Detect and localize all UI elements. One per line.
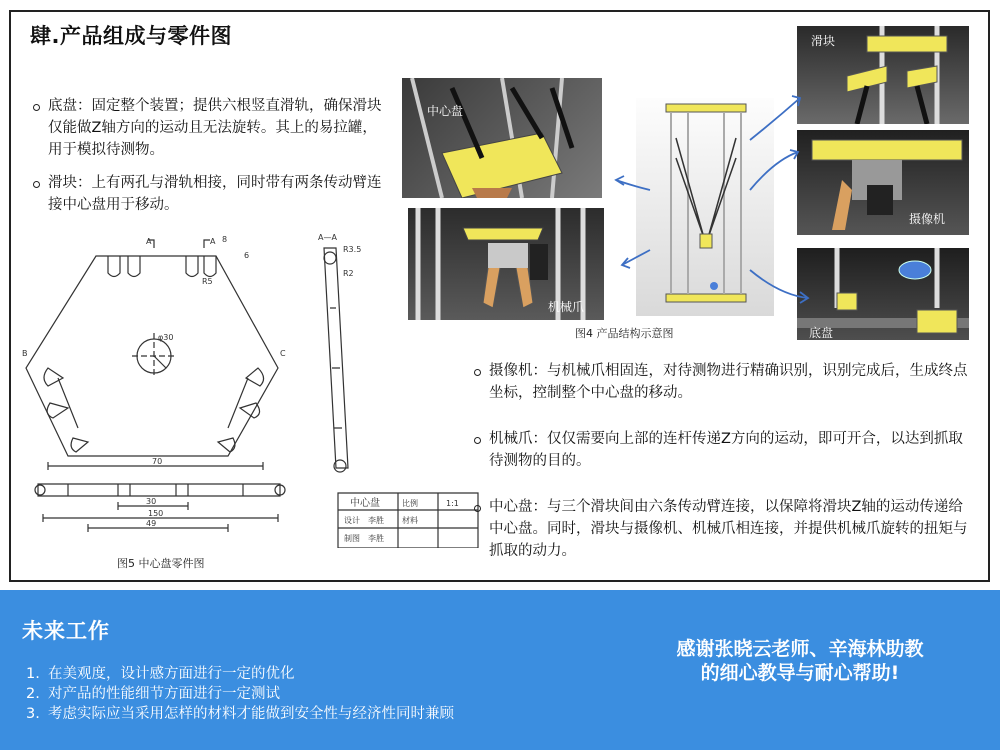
fig4-caption: 图4 产品结构示意图 [575, 327, 674, 340]
label-b: B [22, 349, 28, 358]
arrow-slider [750, 98, 800, 140]
acknowledgement-line-2: 的细心教导与耐心帮助! [700, 662, 900, 684]
title-block-material-label: 材料 [402, 516, 418, 525]
section-view [324, 248, 348, 468]
dim-w49: 49 [146, 519, 157, 528]
fig5-caption: 图5 中心盘零件图 [117, 557, 205, 570]
list-item: 2. 对产品的性能细节方面进行一定测试 [26, 686, 280, 702]
center-disk-render [402, 78, 602, 198]
description-claw-text: 机械爪：仅仅需要向上部的连杆传递Z方向的运动，即可开合，以达到抓取待测物的目的。 [489, 431, 963, 469]
photo-center-disk [402, 78, 602, 198]
bullet-icon [474, 505, 481, 512]
bullet-icon [33, 104, 40, 111]
dim-w8: 8 [222, 235, 228, 244]
dim-w30: 30 [146, 497, 157, 506]
dim-r2: R2 [343, 269, 354, 278]
dim-r5: R5 [202, 277, 213, 286]
title-block-scale-label: 比例 [402, 499, 418, 508]
description-center-text: 中心盘：与三个滑块间由六条传动臂连接，以保障将滑块Z轴的运动传递给中心盘。同时，滑块与摄像机、机械爪相连接，并提供机械爪旋转的扭矩与抓取的动力。 [489, 499, 968, 559]
arrow-base [750, 270, 808, 298]
page-title: 肆.产品组成与零件图 [30, 24, 232, 48]
arrow-claw [622, 250, 650, 265]
description-slider-text: 滑块：上有两孔与滑轨相接，同时带有两条传动臂连接中心盘用于移动。 [48, 175, 382, 213]
title-block-scale: 1:1 [446, 499, 459, 508]
label-camera: 摄像机 [909, 212, 946, 226]
title-block-drafter: 李胜 [368, 534, 384, 543]
arrow-camera [750, 152, 798, 190]
description-center [489, 496, 974, 562]
description-base [48, 95, 388, 161]
bullet-icon [33, 181, 40, 188]
future-work-list [26, 664, 454, 724]
front-view [38, 484, 280, 496]
footer-title: 未来工作 [22, 619, 110, 643]
label-center-disk: 中心盘 [427, 104, 464, 118]
label-c: C [280, 349, 286, 358]
section-label-a-left: A [146, 237, 152, 246]
description-claw [489, 428, 974, 472]
acknowledgement-line-1: 感谢张晓云老师、辛海林助教 [676, 638, 924, 660]
title-block-name: 中心盘 [350, 498, 380, 509]
list-item: 3. 考虑实际应当采用怎样的材料才能做到安全性与经济性同时兼顾 [26, 706, 454, 722]
label-claw: 机械爪 [548, 300, 585, 314]
description-base-text: 底盘：固定整个装置；提供六根竖直滑轨，确保滑块仅能做Z轴方向的运动且无法旋转。其上的易拉罐，用于模拟待测物。 [48, 98, 382, 158]
photo-claw [408, 208, 604, 320]
title-block-designer: 李胜 [368, 516, 384, 525]
section-label: A—A [318, 233, 337, 242]
acknowledgement [620, 637, 980, 685]
description-camera [489, 360, 974, 404]
photo-slider [797, 26, 969, 124]
dim-w70: 70 [152, 457, 163, 466]
title-block-design-label: 设计 [344, 516, 360, 525]
arrow-center-disk [616, 180, 650, 190]
dim-w150: 150 [148, 509, 164, 518]
footer [0, 590, 1000, 750]
list-item: 1. 在美观度，设计感方面进行一定的优化 [26, 666, 295, 682]
photo-camera [797, 130, 969, 235]
title-block-drafter-label: 制图 [344, 534, 360, 543]
label-slider: 滑块 [811, 34, 836, 48]
description-slider [48, 172, 388, 216]
bullet-icon [474, 437, 481, 444]
label-base: 底盘 [809, 326, 834, 340]
description-camera-text: 摄像机：与机械爪相固连，对待测物进行精确识别，识别完成后，生成终点坐标，控制整个中心盘的移动。 [489, 363, 968, 401]
dim-w6: 6 [244, 251, 250, 260]
section-label-a-right: A [210, 237, 216, 246]
bullet-icon [474, 369, 481, 376]
dim-r35: R3.5 [343, 245, 362, 254]
photo-base [797, 248, 969, 340]
dim-d30: φ30 [158, 333, 174, 342]
arrows [600, 60, 820, 320]
